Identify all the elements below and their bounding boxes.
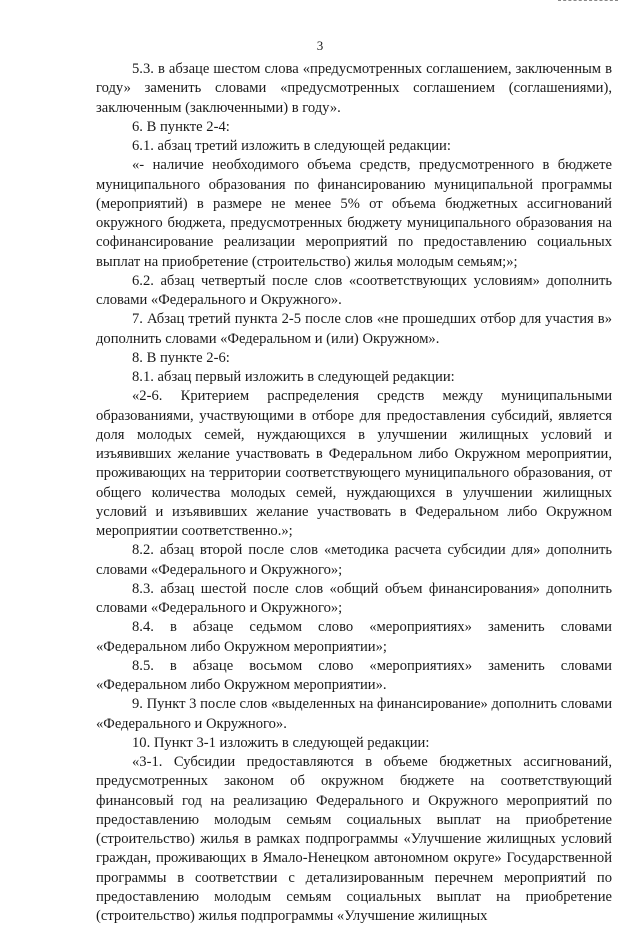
paragraph-8: 8. В пункте 2-6: xyxy=(132,349,230,366)
paragraph-9: 9. Пункт 3 после слов «выделенных на финансирование» дополнить словами «Федерального и Окружного». xyxy=(96,696,612,732)
paragraph-5-3: 5.3. в абзаце шестом слова «предусмотренных соглашением, заключенным в году» заменить словами «предусмотренных соглашением (соглашениями), заключенным (заключенными) в году». xyxy=(96,61,612,116)
paragraph-8-1: 8.1. абзац первый изложить в следующей редакции: xyxy=(132,369,455,385)
paragraph-8-3: 8.3. абзац шестой после слов «общий объем финансирования» дополнить словами «Федерального и Окружного»; xyxy=(96,580,612,616)
paragraph-10: 10. Пункт 3-1 изложить в следующей редакции: xyxy=(132,734,430,751)
paragraph-10-quote: «3-1. Субсидии предоставляются в объеме бюджетных ассигнований, предусмотренных законом об окружном бюджете на соответствующий финансовый год на реализацию Федерального и Окружного мероприятий по предоставлению молодым семьям социальных выплат на приобретение (строительство) жилья в рамках подпрограммы «Улучшение жилищных условий граждан, проживающих в Ямало-Ненецком автономном округе» Государственной программы в соответствии с детализированным перечнем мероприятий по предоставлению молодым семьям социальных выплат на приобретение (строительство) жилья подпрограммы «Улучшение жилищных xyxy=(96,754,612,924)
paragraph-8-2: 8.2. абзац второй после слов «методика расчета субсидии для» дополнить словами «Федерального и Окружного»; xyxy=(96,542,612,578)
paragraph-8-5: 8.5. в абзаце восьмом слово «мероприятиях» заменить словами «Федеральном либо Окружном мероприятии». xyxy=(96,657,612,693)
paragraph-8-4: 8.4. в абзаце седьмом слово «мероприятиях» заменить словами «Федеральном либо Окружном мероприятии»; xyxy=(96,619,612,655)
paragraph-8-1-quote: «2-6. Критерием распределения средств между муниципальными образованиями, участвующими в отборе для предоставления субсидий, является доля молодых семей, нуждающихся в улучшении жилищных условий и изъявивших желание участвовать в Федеральном либо Окружном мероприятии, проживающих на территории соответствующего муниципального образования, от общего количества молодых семей, нуждающихся в улучшении жилищных условий и изъявивших желание участвовать в Федеральном либо Окружном мероприятии соответственно.»; xyxy=(96,388,612,539)
paragraph-6-1-quote: «- наличие необходимого объема средств, предусмотренного в бюджете муниципального образования по финансированию муниципальной программы (мероприятий) в размере не менее 5% от объема бюджетных ассигнований окружного бюджета, предусмотренных бюджету муниципального образования на софинансирование реализации мероприятий по предоставлению социальных выплат на приобретение (строительство) жилья молодым семьям;»; xyxy=(96,157,612,270)
page-number: 3 xyxy=(316,38,324,53)
paragraph-7: 7. Абзац третий пункта 2-5 после слов «не прошедших отбор для участия в» дополнить словами «Федеральном и (или) Окружном». xyxy=(96,311,612,347)
paragraph-6: 6. В пункте 2-4: xyxy=(132,118,230,135)
paragraph-6-1: 6.1. абзац третий изложить в следующей редакции: xyxy=(132,138,451,154)
paragraph-6-2: 6.2. абзац четвертый после слов «соответствующих условиям» дополнить словами «Федерального и Окружного». xyxy=(96,272,612,308)
document-body xyxy=(96,60,612,926)
top-edge-rule xyxy=(558,0,618,1)
